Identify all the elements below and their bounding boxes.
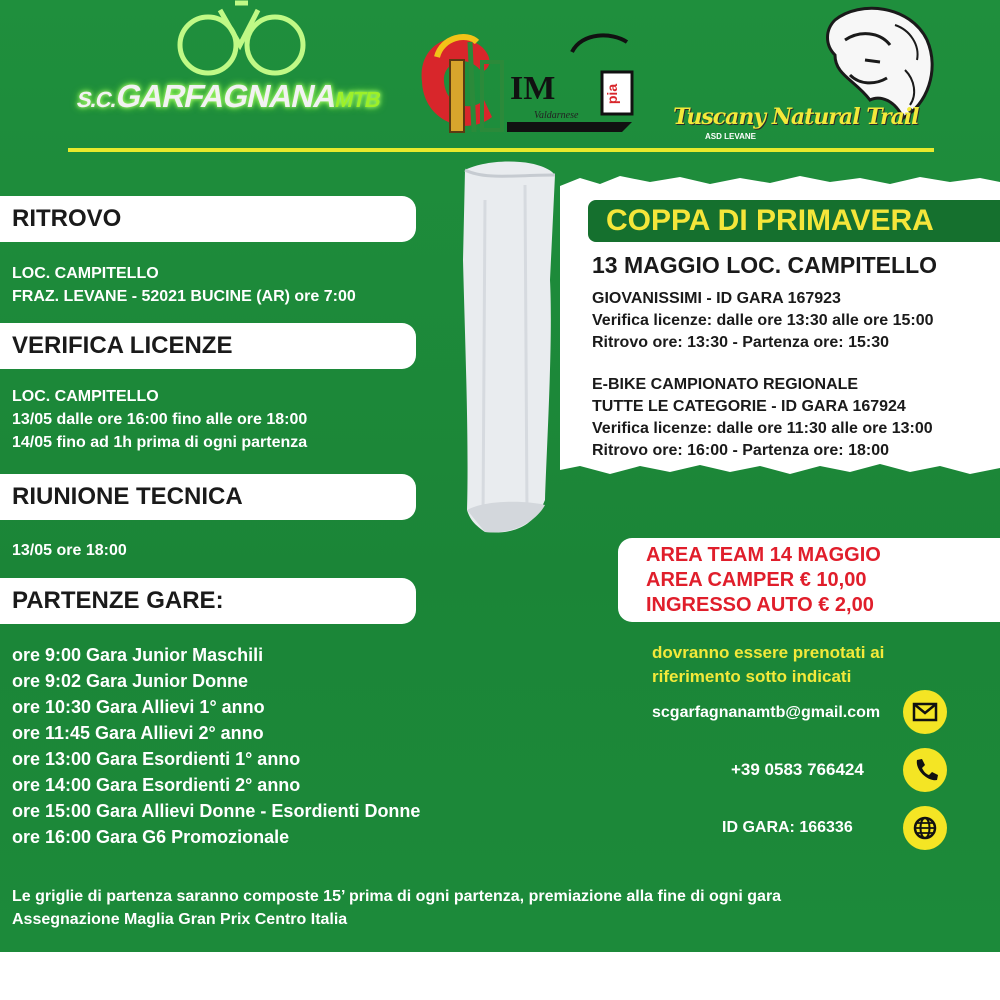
contact-email[interactable]: scgarfagnanamtb@gmail.com	[652, 704, 881, 721]
cim-logo-script: Valdarnese	[534, 110, 579, 121]
partenze-list	[12, 642, 420, 850]
verifica-line: 13/05 dalle ore 16:00 fino alle ore 18:00	[12, 411, 308, 428]
riunione-tecnica-header	[0, 474, 416, 520]
coppa-title: COPPA DI PRIMAVERA	[606, 204, 934, 237]
area-line: INGRESSO AUTO € 2,00	[646, 594, 874, 616]
partenza-item: ore 16:00 Gara G6 Promozionale	[12, 827, 290, 847]
ebike-line: Verifica licenze: dalle ore 11:30 alle ore 13:00	[592, 420, 933, 437]
ritrovo-info	[12, 262, 356, 308]
cim-logo	[412, 22, 642, 142]
ebike-line: Ritrovo ore: 16:00 - Partenza ore: 18:00	[592, 442, 889, 459]
ebike-block	[592, 374, 933, 462]
partenza-item: ore 9:00 Gara Junior Maschili	[12, 645, 264, 665]
partenze-gare-title: PARTENZE GARE:	[12, 587, 224, 614]
tuscany-logo-sub: ASD LEVANE	[705, 132, 756, 141]
area-line: AREA CAMPER € 10,00	[646, 569, 867, 591]
partenza-item: ore 10:30 Gara Allievi 1° anno	[12, 697, 265, 717]
partenza-item: ore 11:45 Gara Allievi 2° anno	[12, 723, 264, 743]
ritrovo-title: RITROVO	[12, 205, 122, 232]
area-line: AREA TEAM 14 MAGGIO	[646, 544, 881, 566]
tuscany-natural-trail-logo	[665, 0, 945, 145]
garfagnana-logo	[70, 0, 383, 145]
paper-scroll-decoration	[455, 140, 565, 550]
partenza-item: ore 9:02 Gara Junior Donne	[12, 671, 249, 691]
ebike-line: E-BIKE CAMPIONATO REGIONALE	[592, 376, 859, 393]
booking-note-line: riferimento sotto indicati	[652, 667, 852, 686]
ritrovo-line: LOC. CAMPITELLO	[12, 265, 159, 282]
phone-icon[interactable]	[903, 748, 947, 792]
booking-note-line: dovranno essere prenotati ai	[652, 643, 885, 662]
phone-icon-glyph	[903, 748, 947, 792]
bicycle-icon	[70, 0, 370, 145]
riunione-tecnica-info	[12, 539, 127, 562]
footer-line: Le griglie di partenza saranno composte 15’ prima di ogni partenza, premiazione alla fine di ogni gara	[12, 888, 782, 905]
verifica-line: LOC. CAMPITELLO	[12, 388, 159, 405]
contact-id-gara: ID GARA: 166336	[722, 819, 853, 836]
partenza-item: ore 13:00 Gara Esordienti 1° anno	[12, 749, 301, 769]
partenza-item: ore 15:00 Gara Allievi Donne - Esordienti Donne	[12, 801, 421, 821]
coppa-subtitle: 13 MAGGIO LOC. CAMPITELLO	[592, 252, 938, 278]
giovanissimi-line: Verifica licenze: dalle ore 13:30 alle ore 15:00	[592, 312, 934, 329]
cim-logo-letters: IM	[510, 70, 556, 107]
footer-note	[12, 885, 781, 931]
footer-line: Assegnazione Maglia Gran Prix Centro Italia	[12, 911, 348, 928]
verifica-licenze-title: VERIFICA LICENZE	[12, 332, 233, 359]
ritrovo-header	[0, 196, 416, 242]
tuscany-logo-text: Tuscany Natural Trail	[673, 104, 919, 130]
partenza-item: ore 14:00 Gara Esordienti 2° anno	[12, 775, 301, 795]
globe-icon[interactable]	[903, 806, 947, 850]
giovanissimi-line: GIOVANISSIMI - ID GARA 167923	[592, 290, 841, 307]
globe-icon-glyph	[903, 806, 947, 850]
giovanissimi-block	[592, 288, 934, 354]
giovanissimi-line: Ritrovo ore: 13:30 - Partenza ore: 15:30	[592, 334, 889, 351]
garfagnana-logo-text: S.C.GARFAGNANAMTB	[74, 78, 383, 114]
cim-logo-small: pia	[604, 83, 621, 105]
area-info-text	[646, 543, 881, 618]
email-icon-glyph	[903, 690, 947, 734]
contact-phone[interactable]: +39 0583 766424	[731, 760, 864, 779]
verifica-licenze-header	[0, 323, 416, 369]
partenze-gare-header	[0, 578, 416, 624]
ritrovo-line: FRAZ. LEVANE - 52021 BUCINE (AR) ore 7:00	[12, 288, 356, 305]
ebike-line: TUTTE LE CATEGORIE - ID GARA 167924	[592, 398, 906, 415]
booking-note	[652, 641, 884, 689]
verifica-line: 14/05 fino ad 1h prima di ogni partenza	[12, 434, 308, 451]
email-icon[interactable]	[903, 690, 947, 734]
verifica-licenze-info	[12, 385, 307, 454]
riunione-tecnica-title: RIUNIONE TECNICA	[12, 483, 243, 510]
riunione-line: 13/05 ore 18:00	[12, 542, 127, 559]
